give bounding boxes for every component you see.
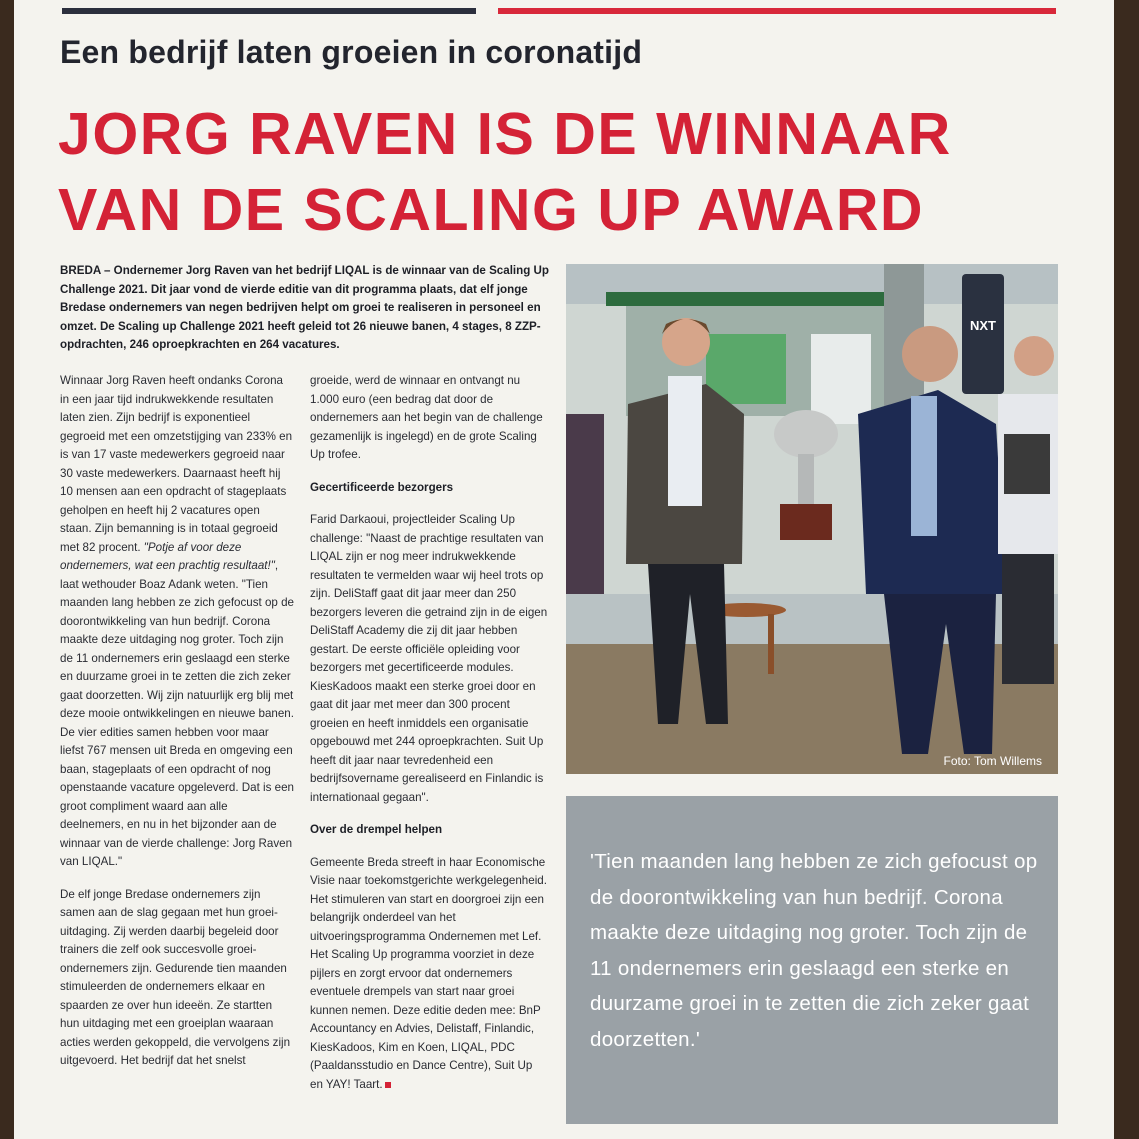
kicker: Een bedrijf laten groeien in coronatijd [60,34,643,70]
pull-quote [566,796,1058,1124]
right-person-trousers [1002,554,1054,684]
headline-line-2: VAN DE SCALING UP AWARD [58,177,925,243]
column1-p1-rest: , laat wethouder Boaz Adank weten. "Tien maanden lang hebben ze zich gefocust op de doorontwikkeling van hun bedrijf. Corona maakte deze uitdaging nog groter. Toch zijn de 11 ondernemers erin geslaagd een sterke en duurzame groei in te zetten die zich zeker gaat doorzetten. Wij zijn natuurlijk erg blij met deze mooie ontwikkelingen en nieuwe banen. De vier edities samen hebben voor maar liefst 767 mensen uit Breda en omgeving een baan, stageplaats of een opdracht of nog openstaande vacature opgeleverd. Dat is een groot compliment waard aan alle deelnemers, en nu in het bijzonder aan de winnaar van de vierde challenge: Jorg Raven van LIQAL." [60,559,294,868]
headline-line-1: JORG RAVEN IS DE WINNAAR [58,101,952,167]
wethouder-head [902,326,958,382]
article-column-2 [310,372,548,1108]
subheading-over-de-drempel: Over de drempel helpen [310,823,443,836]
top-rule-dark [62,8,476,14]
stool-leg-2 [768,614,774,674]
display-panel [811,334,871,424]
column1-paragraph-2: De elf jonge Bredase ondernemers zijn samen aan de slag gegaan met hun groei-uitdaging. Zij werden daarbij begeleid door trainers die zelf ook succesvolle groei-ondernemers zijn. Gedurende tien maanden stimuleerden de ondernemers elkaar en spaarden ze over hun ideeën. Ze startten hun uitdaging met een groeiplan waaraan acties werden gekoppeld, die vervolgens zijn uitgevoerd. Het bedrijf dat het snelst [60,887,291,1067]
right-person-head [1014,336,1054,376]
column2-p3-text: Gemeente Breda streeft in haar Economische Visie naar toekomstgerichte werkgelegenheid. Het stimuleren van start en doorgroei zijn een belangrijk onderdeel van het uitvoeringsprogramma Ondernemen met Lef. Het Scaling Up programma voorziet in deze pijlers en zorgt ervoor dat ondernemers eventuele drempels van start naar groei kunnen nemen. Deze editie deden mee: BnP Accountancy en Advies, Delistaff, Finlandic, KiesKadoos, Kim en Koen, LIQAL, PDC (Paaldansstudio en Dance Centre), Suit Up en YAY! Taart. [310,855,547,1091]
column1-paragraph-1 [60,372,294,872]
nxt-sign [962,274,1004,394]
top-rule-red [498,8,1056,14]
station-canopy [606,292,896,306]
end-mark [385,1082,391,1088]
column2-paragraph-1: groeide, werd de winnaar en ontvangt nu 1.000 euro (een bedrag dat door de ondernemers aan het begin van de challenge gezamenlijk is ingelegd) en de grote Scaling Up trofee. [310,374,543,461]
winner-shirt [668,376,702,506]
sign-label: NXT [970,318,996,333]
column2-paragraph-2: Farid Darkaoui, projectleider Scaling Up challenge: "Naast de prachtige resultaten van LIQAL zijn er nog meer indrukwekkende resultaten te vermelden waar wij heel trots op zijn. DeliStaff gaat dit jaar meer dan 250 bezorgers leveren die getraind zijn in de eigen DeliStaff Academy die zij dit jaar hebben gestart. De eerste officiële opleiding voor bezorgers met gecertificeerde modules. KiesKadoos maakt een sterke groei door en gaat dit jaar met meer dan 300 procent groeien en heeft inmiddels een organisatie opgebouwd met 244 oproepkrachten. Suit Up heeft dit jaar naar tevredenheid een bedrijfsovername gerealiseerd en Finlandic is internationaal gegaan". [310,513,548,804]
left-person [566,414,604,594]
trophy-base [780,504,832,540]
trophy-stem [798,454,814,504]
photo-credit: Foto: Tom Willems [943,754,1042,768]
subheading-gecertificeerde-bezorgers: Gecertificeerde bezorgers [310,480,454,494]
award-photo [566,264,1058,774]
wethouder-shirt [911,396,937,536]
article-column-1 [60,372,294,1085]
column2-paragraph-3 [310,854,548,1095]
trophy-cup [774,410,838,458]
column1-p1-text: Winnaar Jorg Raven heeft ondanks Corona in een jaar tijd indrukwekkende resultaten laten zien. Zijn bedrijf is exponentieel gegroeid met een omzetstijging van 233% en is van 17 vaste medewerkers gegroeid naar 30 vaste medewerkers. Daarnaast heeft hij 10 mensen aan een opdracht of stageplaats geholpen en heeft hij 2 vacatures open staan. Zijn bemanning is in totaal gegroeid met 82 procent. [60,374,293,554]
headline [58,96,952,248]
right-person-book [1004,434,1050,494]
pull-quote-text: 'Tien maanden lang hebben ze zich gefocust op de doorontwikkeling van hun bedrijf. Corona maakte deze uitdaging nog groter. Toch zijn de 11 ondernemers erin geslaagd een sterke en duurzame groei in te zetten die zich zeker gaat doorzetten.' [590,850,1038,1051]
photo-illustration [566,264,1058,774]
column1-p1-quote: "Potje af voor deze ondernemers, wat een prachtig resultaat!" [60,540,275,572]
newspaper-page [14,0,1114,1139]
lead-paragraph: BREDA – Ondernemer Jorg Raven van het bedrijf LIQAL is de winnaar van de Scaling Up Challenge 2021. Dit jaar vond de vierde editie van dit programma plaats, dat elf jonge Bredase ondernemers van negen bedrijven helpt om groei te realiseren in personeel en omzet. De Scaling up Challenge 2021 heeft geleid tot 26 nieuwe banen, 4 stages, 8 ZZP-opdrachten, 246 oproepkrachten en 264 vacatures. [60,264,549,352]
